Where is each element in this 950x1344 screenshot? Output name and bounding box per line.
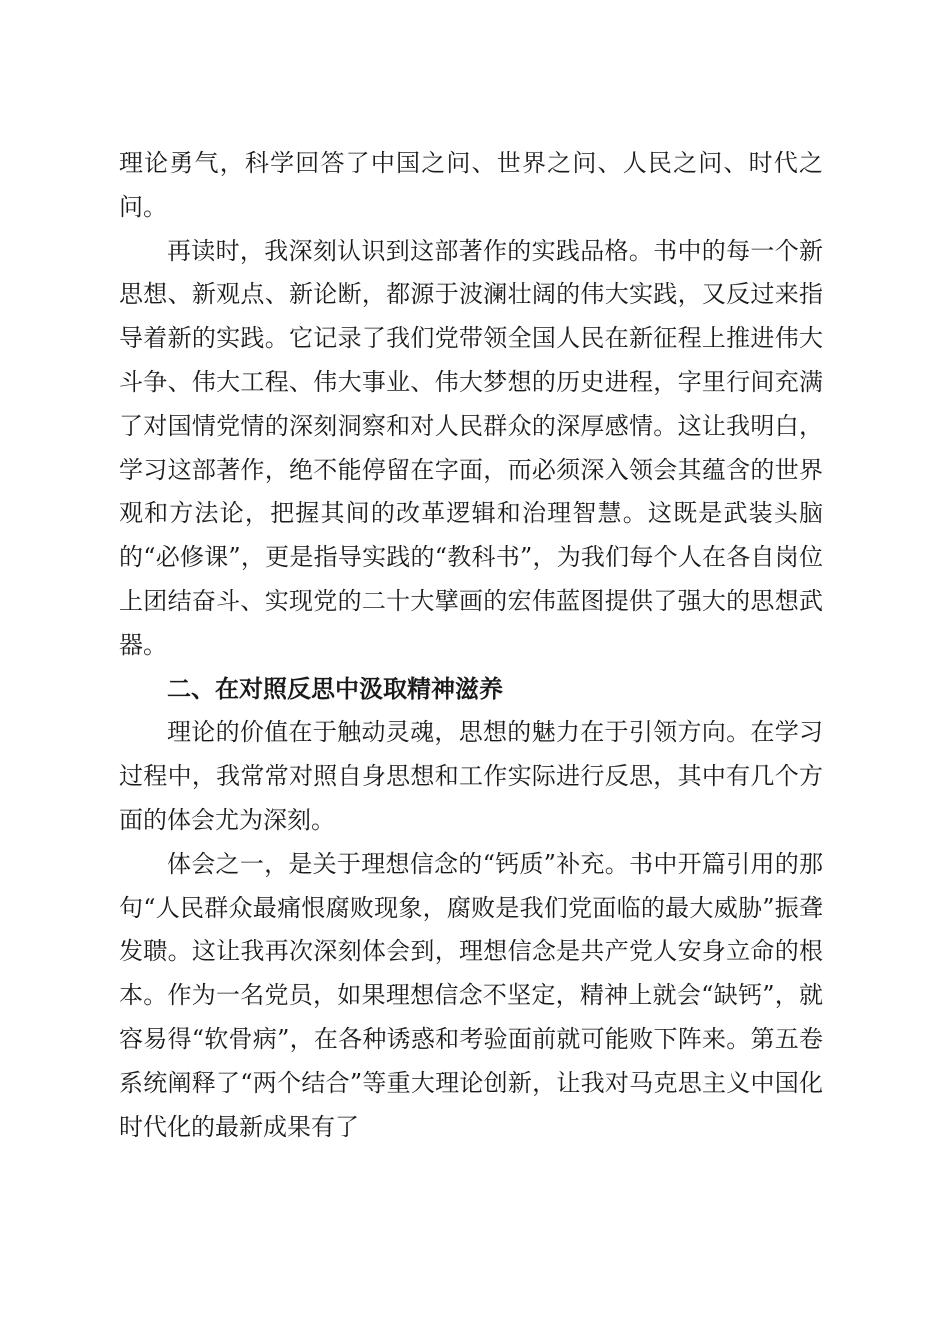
paragraph-reflection-intro: 理论的价值在于触动灵魂，思想的魅力在于引领方向。在学习过程中，我常常对照自身思想和工作实际进行反思，其中有几个方面的体会尤为深刻。 <box>119 718 823 834</box>
section-heading: 二、在对照反思中汲取精神滋养 <box>167 674 503 703</box>
paragraph-ideals: 体会之一，是关于理想信念的“钙质”补充。书中开篇引用的那句“人民群众最痛恨腐败现象，腐败是我们党面临的最大威胁”振聋发聩。这让我再次深刻体会到，理想信念是共产党人安身立命的根本。作为一名党员，如果理想信念不坚定，精神上就会“缺钙”，就容易得“软骨病”，在各种诱惑和考验面前就可能败下阵来。第五卷系统阐释了“两个结合”等重大理论创新，让我对马克思主义中国化时代化的最新成果有了 <box>119 849 823 1141</box>
paragraph-continuation: 理论勇气，科学回答了中国之问、世界之问、人民之问、时代之问。 <box>119 149 823 221</box>
paragraph-practice: 再读时，我深刻认识到这部著作的实践品格。书中的每一个新思想、新观点、新论断，都源于波澜壮阔的伟大实践，又反过来指导着新的实践。它记录了我们党带领全国人民在新征程上推进伟大斗争、伟大工程、伟大事业、伟大梦想的历史进程，字里行间充满了对国情党情的深刻洞察和对人民群众的深厚感情。这让我明白，学习这部著作，绝不能停留在字面，而必须深入领会其蕴含的世界观和方法论，把握其间的改革逻辑和治理智慧。这既是武装头脑的“必修课”，更是指导实践的“教科书”，为我们每个人在各自岗位上团结奋斗、实现党的二十大擘画的宏伟蓝图提供了强大的思想武器。 <box>119 236 823 659</box>
document-body <box>119 142 823 1149</box>
